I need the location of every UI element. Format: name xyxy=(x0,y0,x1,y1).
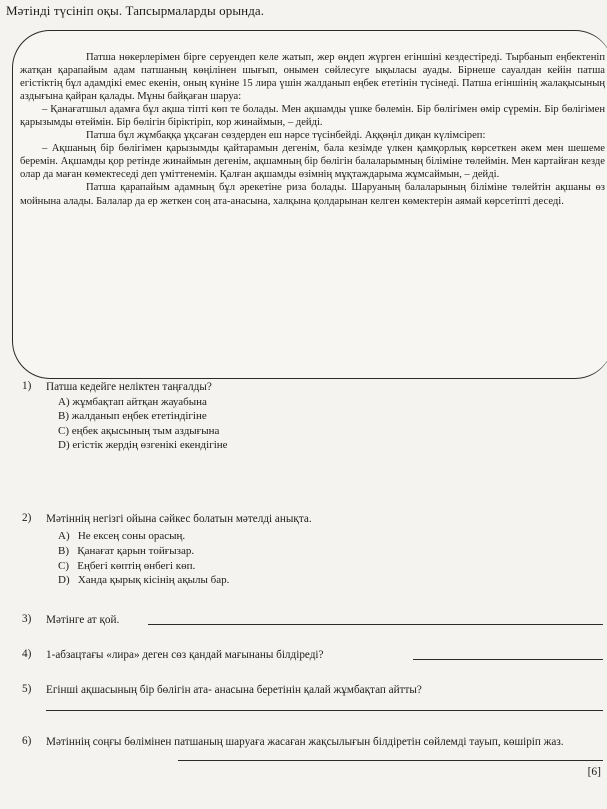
option-d[interactable]: D) Ханда қырық кісінің ақылы бар. xyxy=(58,574,230,587)
option-c[interactable]: C) Еңбегі көптің өнбегі көп. xyxy=(58,559,196,572)
question-number: 3) xyxy=(22,613,32,625)
passage-paragraph-1: Патша нөкерлерімен бірге серуендеп келе жатып, жер өңдеп жүрген егіншіні кездестіреді. Тырбанып еңбектеніп жатқан қарапайым адам патшаның көңілінен шығып, онымен сөйлесуге ықыласы ауады. Бірнеше сауалдан кейін патша егістіктің бұл адамдікі емес екенін, оның күніне 15 лира үшін жалданып еңбек ететінін түсінеді. Патша егіншінің жалақысының аздығына қайран қалады. Мұны байқаған шаруа: xyxy=(20,52,605,103)
passage-paragraph-4: – Ақшаның бір бөлігімен қарызымды қайтарамын дегенім, бала кезімде үлкен қамқорлық көрсеткен әкем мен шешеме беремін. Ақшамды қор ретінде жинаймын дегенім, ақшамның бір бөлігін балаларымның біліміне төлеймін. Мен картайған кезде олар да маған көмектеседі деп үміттенемін. Қалған ақшамды өзімнің мұқтаждарыма жұмсаймын, – дейді. xyxy=(20,143,605,181)
option-b[interactable]: B) Қанағат қарын тойғызар. xyxy=(58,544,195,557)
passage-paragraph-5: Патша қарапайым адамның бұл әрекетіне риза болады. Шаруаның балаларының біліміне төлейтін ақшаны өз мойнына алады. Балалар да ер жеткен соң ата-анасына, халқына қолдарынан келген көмектерін аямай көрсетіпті деседі. xyxy=(20,182,605,207)
option-a[interactable]: A) жұмбақтап айтқан жауабына xyxy=(58,396,207,408)
passage-paragraph-3: Патша бұл жұмбаққа ұқсаған сөздерден еш нәрсе түсінбейді. Аққөңіл диқан күлімсіреп: xyxy=(86,130,486,142)
option-d[interactable]: D) егістік жердің өзгенікі екендігіне xyxy=(58,438,228,451)
reading-passage xyxy=(20,51,605,208)
total-marks: [6] xyxy=(587,766,601,778)
question-text: Егінші ақшасының бір бөлігін ата- анасына беретінін қалай жұмбақтап айтты? xyxy=(46,684,422,696)
question-text: Патша кедейге неліктен таңғалды? xyxy=(46,381,212,393)
instruction: Мәтінді түсініп оқы. Тапсырмаларды орында. xyxy=(6,3,265,18)
question-number: 2) xyxy=(22,512,32,524)
question-1-options xyxy=(58,395,228,452)
answer-line-3[interactable] xyxy=(148,624,603,625)
option-b[interactable]: B) жалданып еңбек ететіндігіне xyxy=(58,410,207,423)
answer-line-4[interactable] xyxy=(413,659,603,660)
question-number: 4) xyxy=(22,648,32,660)
question-2-options xyxy=(58,529,229,588)
question-text: Мәтіннің негізгі ойына сәйкес болатын мәтелді анықта. xyxy=(46,513,312,525)
answer-line-5[interactable] xyxy=(46,710,603,711)
option-a[interactable]: A) Не ексең соны орасың. xyxy=(58,530,186,542)
passage-paragraph-2: – Қанағатшыл адамға бұл ақша тіпті көп те болады. Мен ақшамды үшке бөлемін. Бір бөлігімен өмір сүремін. Бір бөлігімен қарызымды өтеймін. Бір бөлігін біріктіріп, кор жинаймын, – дейді. xyxy=(20,104,605,129)
question-text: Мәтінге ат қой. xyxy=(46,614,120,626)
question-number: 5) xyxy=(22,683,32,695)
question-text: Мәтіннің соңғы бөлімінен патшаның шаруаға жасаған жақсылығын білдіретін сөйлемді тауып, көшіріп жаз. xyxy=(46,736,564,748)
answer-line-6[interactable] xyxy=(178,760,603,761)
question-number: 1) xyxy=(22,380,32,392)
question-number: 6) xyxy=(22,735,32,747)
question-text: 1-абзацтағы «лира» деген сөз қандай мағынаны білдіреді? xyxy=(46,649,324,661)
option-c[interactable]: C) еңбек ақысының тым аздығына xyxy=(58,424,220,437)
